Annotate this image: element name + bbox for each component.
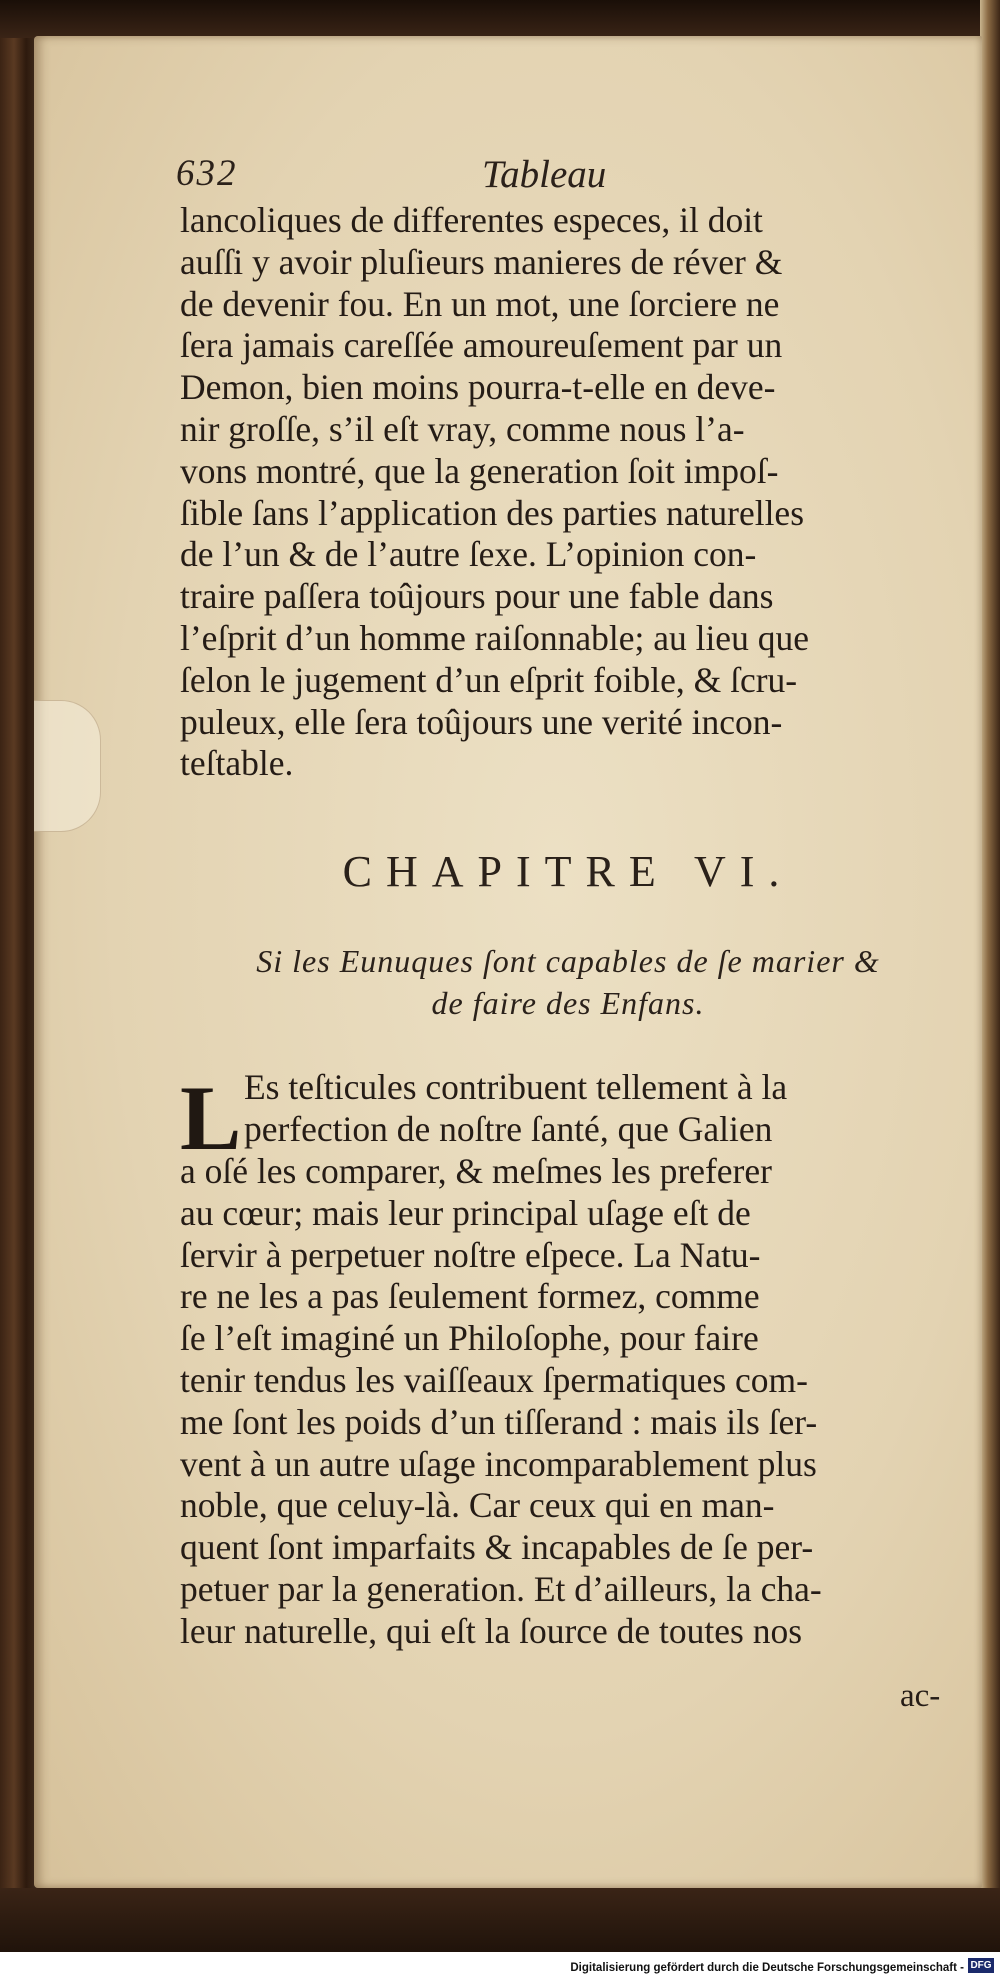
dfg-logo: DFG xyxy=(968,1958,994,1973)
chapter-subtitle xyxy=(180,940,956,1024)
text-line: leur naturelle, qui eſt la ſource de toutes nos xyxy=(180,1610,803,1651)
digitization-note: Digitalisierung gefördert durch die Deutsche Forschungsgemeinschaft - xyxy=(570,1962,964,1974)
text-line: petuer par la generation. Et d’ailleurs, la cha- xyxy=(180,1568,822,1609)
text-line: au cœur; mais leur principal uſage eſt de xyxy=(180,1192,751,1233)
subtitle-line-2: de faire des Enfans. xyxy=(431,985,705,1021)
subtitle-line-1: Si les Eunuques ſont capables de ſe marier & xyxy=(256,943,880,979)
catchword: ac- xyxy=(900,1678,941,1714)
text-line: perfection de noſtre ſanté, que Galien xyxy=(244,1108,773,1149)
text-line: lancoliques de differentes especes, il doit xyxy=(180,200,763,240)
text-line: Es teſticules contribuent tellement à la xyxy=(244,1067,788,1107)
text-line: quent ſont imparfaits & incapables de ſe per- xyxy=(180,1527,814,1568)
text-line: ſe l’eſt imaginé un Philoſophe, pour faire xyxy=(180,1318,759,1359)
text-line: Demon, bien moins pourra-t-elle en deve- xyxy=(180,367,776,408)
drop-cap-initial: L xyxy=(180,1067,242,1169)
text-line: a oſé les comparer, & meſmes les preferer xyxy=(180,1151,772,1191)
text-line: vons montré, que la generation ſoit impoſ- xyxy=(180,450,779,491)
page-header xyxy=(176,152,956,200)
text-line: ſera jamais careſſée amoureuſement par un xyxy=(180,325,783,366)
text-line: re ne les a pas ſeulement formez, comme xyxy=(180,1276,760,1317)
book-top-edge xyxy=(0,0,1000,38)
text-line: puleux, elle ſera toûjours une verité incon- xyxy=(180,701,783,742)
text-line: l’eſprit d’un homme raiſonnable; au lieu que xyxy=(180,617,809,658)
text-line: noble, que celuy-là. Car ceux qui en man- xyxy=(180,1485,775,1526)
paragraph-2-opening xyxy=(244,1067,956,1151)
text-line: ſible ſans l’application des parties naturelles xyxy=(180,492,805,533)
paragraph-1 xyxy=(180,200,956,785)
text-line: de devenir fou. En un mot, une ſorciere ne xyxy=(180,283,780,324)
paragraph-2 xyxy=(180,1151,956,1653)
text-line: ſervir à perpetuer noſtre eſpece. La Natu- xyxy=(180,1234,761,1275)
text-line: me ſont les poids d’un tiſſerand : mais ils ſer- xyxy=(180,1401,818,1442)
digitization-footer xyxy=(0,1952,1000,1978)
text-line: traire paſſera toûjours pour une fable dans xyxy=(180,576,774,617)
page-tab-marker xyxy=(34,700,101,832)
text-line: nir groſſe, s’il eſt vray, comme nous l’a- xyxy=(180,408,745,449)
text-line: de l’un & de l’autre ſexe. L’opinion con- xyxy=(180,534,757,575)
text-line: tenir tendus les vaiſſeaux ſpermatiques com- xyxy=(180,1359,808,1400)
text-line: auſſi y avoir pluſieurs manieres de réver & xyxy=(180,241,783,282)
text-line: vent à un autre uſage incomparablement plus xyxy=(180,1443,817,1484)
text-line: teſtable. xyxy=(180,743,294,784)
text-line: ſelon le jugement d’un eſprit foible, & ſcru- xyxy=(180,659,798,700)
book-fore-edge xyxy=(980,0,1000,1978)
chapter-title: CHAPITRE VI. xyxy=(342,847,794,896)
running-head: Tableau xyxy=(482,153,607,196)
page-number: 632 xyxy=(176,153,238,194)
